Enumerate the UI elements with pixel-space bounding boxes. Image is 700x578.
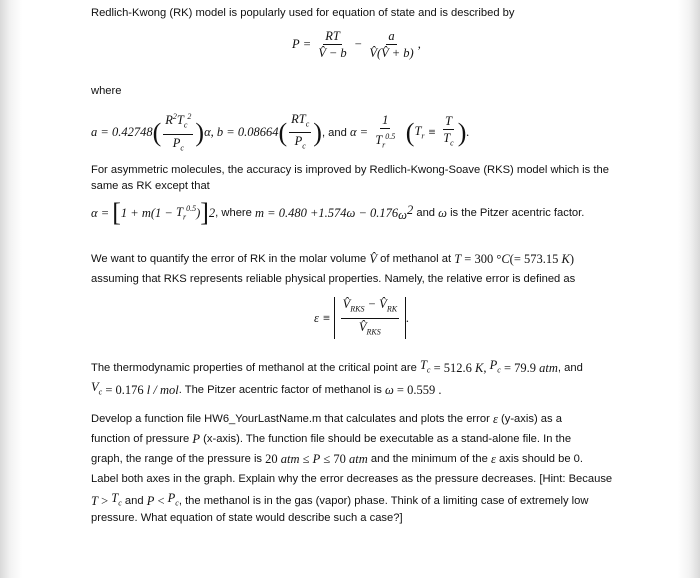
critical-temperature: 512.6 (443, 360, 472, 375)
develop-text-3c: axis should be 0. (499, 453, 583, 465)
pitzer-text: is the Pitzer acentric factor. (450, 207, 585, 219)
critical-line-1: The thermodynamic properties of methanol at the critical point are $T_c$ = 512.6 K , $P_c$ = 79.9 atm , and (91, 358, 583, 375)
temperature-kelvin: 573.15 (524, 252, 559, 266)
m-coefficient-1: 1.574 (318, 205, 347, 220)
pressure-max: 70 (333, 452, 346, 466)
quantify-part1: We want to quantify the error of RK in the molar volume (91, 253, 367, 265)
omega-value: 0.559 (407, 382, 436, 397)
develop-line-1: Develop a function file HW6_YourLastName.m that calculates and plots the error ε (y-axis) as a (91, 412, 562, 426)
develop-text-2b: (x-axis). The function file should be executable as a stand-alone file. In the (203, 433, 572, 445)
develop-text-3b: and the minimum of the (370, 453, 488, 465)
develop-text-3a: graph, the range of the pressure is (91, 453, 263, 465)
and-word: , and (557, 361, 583, 374)
develop-line-6: pressure. What equation of state would describe such a case?] (91, 512, 403, 524)
m-coefficient-0: 0.480 (278, 205, 307, 220)
develop-line-5: T > $T_c$ and P < $P_c$ , the methanol is in the gas (vapor) phase. Think of a limiting case of extremely low (91, 491, 589, 508)
develop-text-5a: and (124, 494, 144, 507)
develop-line-4: Label both axes in the graph. Explain why the error decreases as the pressure decreases. [Hint: Because (91, 473, 613, 485)
quantify-part2: of methanol at (380, 253, 452, 265)
pressure-min: 20 (265, 452, 278, 466)
critical-line-2: $V_c$ = 0.176 l / mol . The Pitzer acentric factor of methanol is ω = 0.559 . (91, 380, 442, 397)
alpha-where: , where (215, 207, 252, 219)
and-text: , and (321, 126, 347, 139)
relative-error-equation: ε ≡ $\frac{V̂_{RKS} - V̂_{RK}}{V̂_{RKS}}$ . (314, 297, 409, 339)
quantify-line-1: We want to quantify the error of RK in the molar volume V̂ of methanol at T = 300 ° C (= 573.15 K ) (91, 252, 575, 266)
rks-paragraph: For asymmetric molecules, the accuracy is improved by Redlich-Kwong-Soave (RKS) model which is the same as RK except that (91, 164, 609, 192)
quantify-line-2: assuming that RKS represents reliable physical properties. Namely, the relative error is defined as (91, 273, 576, 285)
coeff-b: 0.08664 (237, 125, 279, 140)
rk-equation: P = $\frac{RT}{V̂ - b}$ − $\frac{a}{V̂(V̂ + b)}$ , (292, 29, 421, 60)
m-coefficient-2: 0.176 (370, 205, 399, 220)
critical-intro: The thermodynamic properties of methanol at the critical point are (91, 361, 417, 374)
alpha-rks-equation: α = [ 1 + m (1 − $T_r^{0.5}$ ) ] 2 , where m = 0.480 + 1.574 ω − 0.176 $\omega^2$ and ω is the Pitzer acentric factor. (91, 198, 585, 227)
critical-volume: 0.176 (115, 382, 144, 397)
develop-line-2: function of pressure P (x-axis). The function file should be executable as a stand-alone file. In the (91, 432, 572, 446)
develop-text-2a: function of pressure (91, 433, 190, 445)
pitzer-sentence: . The Pitzer acentric factor of methanol is (178, 383, 382, 396)
develop-text-1: Develop a function file HW6_YourLastName.m that calculates and plots the error (91, 413, 490, 425)
where-label: where (91, 85, 122, 97)
critical-pressure: 79.9 (514, 360, 537, 375)
develop-text-5b: , the methanol is in the gas (vapor) phase. Think of a limiting case of extremely low (178, 494, 589, 507)
develop-text-1-tail: (y-axis) as a (501, 413, 562, 425)
temperature-celsius: 300 (474, 252, 494, 266)
develop-line-3: graph, the range of the pressure is 20 atm ≤ P ≤ 70 atm and the minimum of the ε axis should be 0. (91, 452, 583, 466)
ab-definitions: a = 0.42748 ( $\frac{R^2T_c^2}{P_c}$ ) α , b = 0.08664 ( $\frac{RT_c}{P_c}$ ) , and α = $\frac{1}{T_r^{0.5}}$ ( $T_r$ ≡ $\frac{T}{T_c}$ ) . (91, 111, 470, 153)
coeff-a: 0.42748 (111, 125, 153, 140)
intro-text: Redlich-Kwong (RK) model is popularly used for equation of state and is described by (91, 7, 515, 19)
